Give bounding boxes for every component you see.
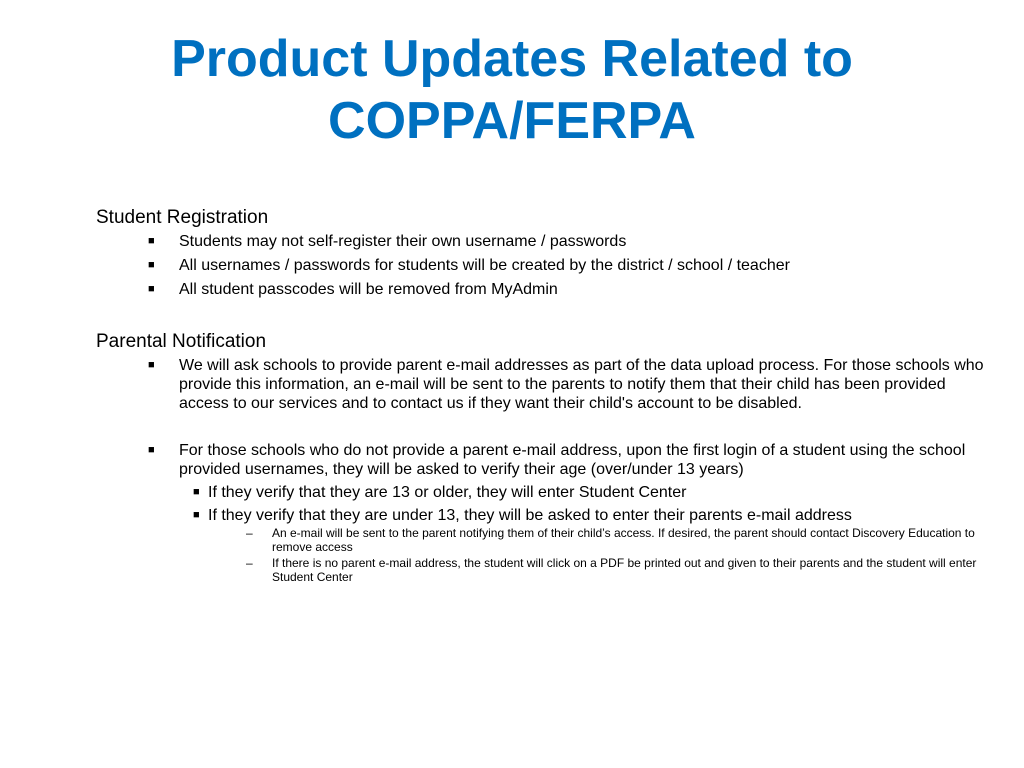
list-item: [148, 232, 986, 251]
list-item: [148, 356, 986, 413]
list-item-text: All student passcodes will be removed from MyAdmin: [179, 281, 558, 298]
sub-list-item: [193, 506, 986, 584]
title-line-1: Product Updates Related to: [171, 30, 853, 88]
square-bullet-icon: ■: [193, 509, 200, 521]
slide-title: [60, 28, 964, 152]
square-bullet-icon: ■: [148, 235, 155, 247]
parental-notification-list: [148, 356, 986, 584]
section-heading-parental-notification: Parental Notification: [96, 331, 267, 352]
sub-sub-list-item-text: An e-mail will be sent to the parent notifying them of their child’s access. If desired, the parent should contact Discovery Education to remove access: [272, 526, 975, 554]
student-registration-list: [148, 232, 986, 299]
dash-bullet-icon: –: [246, 556, 253, 570]
sub-sub-list-item: [246, 556, 986, 584]
title-line-2: COPPA/FERPA: [328, 92, 696, 150]
square-bullet-icon: ■: [148, 359, 155, 371]
sub-sub-list-item-text: If there is no parent e-mail address, the student will click on a PDF be printed out and given to their parents and the student will enter Student Center: [272, 556, 977, 584]
square-bullet-icon: ■: [148, 283, 155, 295]
dash-bullet-icon: –: [246, 526, 253, 540]
list-item: [148, 280, 986, 299]
sub-list-item-text: If they verify that they are under 13, they will be asked to enter their parents e-mail address: [208, 507, 852, 524]
spacer: [148, 418, 986, 436]
square-bullet-icon: ■: [148, 259, 155, 271]
list-item: [148, 256, 986, 275]
square-bullet-icon: ■: [148, 444, 155, 456]
list-item-text: All usernames / passwords for students will be created by the district / school / teacher: [179, 257, 790, 274]
list-item-text: We will ask schools to provide parent e-mail addresses as part of the data upload process. For those schools who provide this information, an e-mail will be sent to the parents to notify them that their child has been provided access to our services and to contact us if they want their child's account to be disabled.: [179, 357, 984, 412]
age-verification-sublist: [193, 483, 986, 584]
sub-list-item-text: If they verify that they are 13 or older, they will enter Student Center: [208, 484, 687, 501]
sub-list-item: [193, 483, 986, 502]
spacer: [96, 304, 986, 330]
section-heading-student-registration: Student Registration: [96, 207, 269, 228]
list-item-text: Students may not self-register their own username / passwords: [179, 233, 627, 250]
list-item: [148, 441, 986, 584]
list-item-text: For those schools who do not provide a parent e-mail address, upon the first login of a student using the school provided usernames, they will be asked to verify their age (over/under 13 years): [179, 442, 966, 478]
sub-sub-list-item: [246, 526, 986, 554]
slide-body: [96, 206, 986, 589]
square-bullet-icon: ■: [193, 486, 200, 498]
under-13-sublist: [246, 526, 986, 584]
